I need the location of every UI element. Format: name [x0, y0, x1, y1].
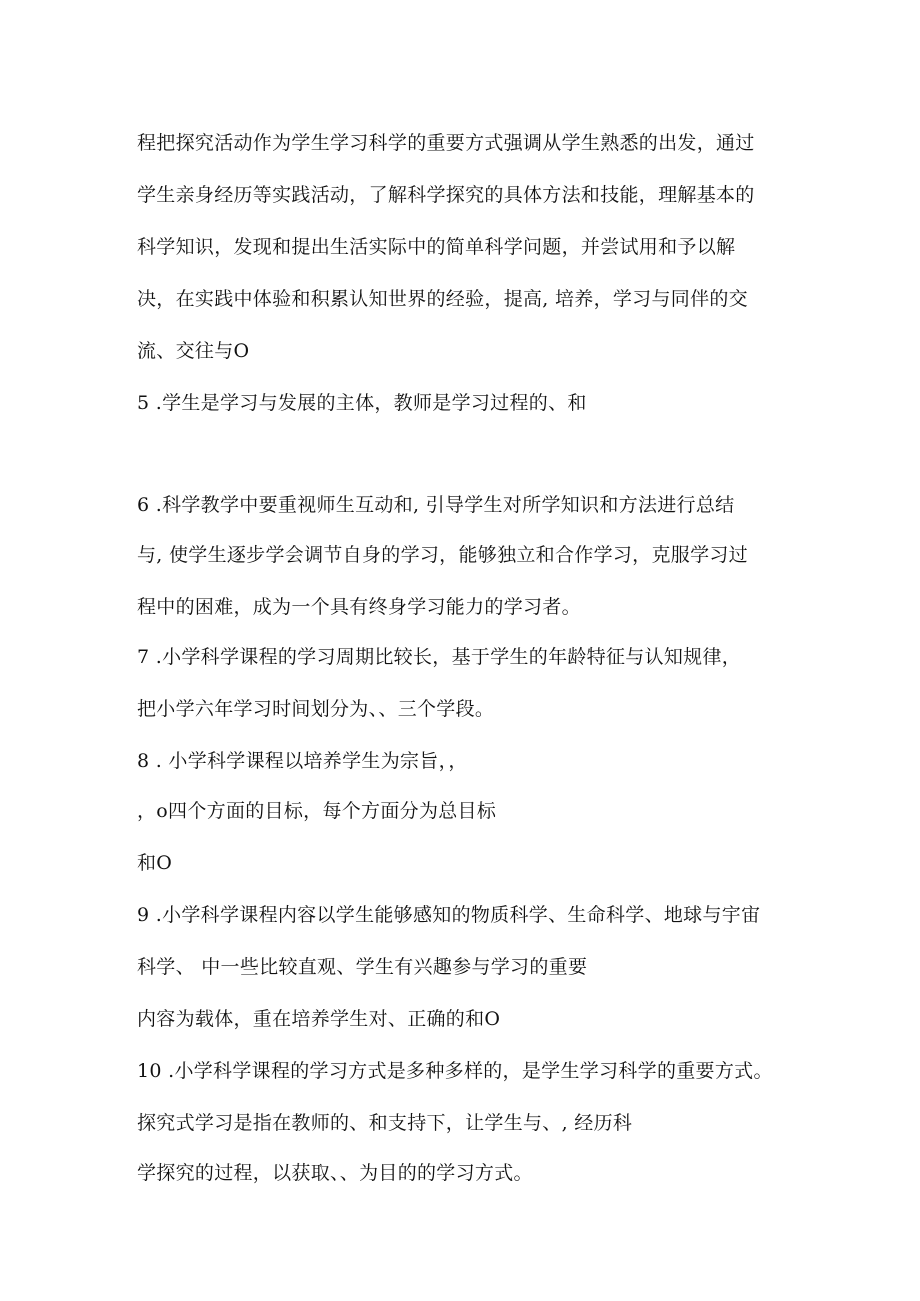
text-line: 学生亲身经历等实践活动，了解科学探究的具体方法和技能，理解基本的 [137, 184, 755, 206]
text-line: 流、交往与O [137, 340, 250, 362]
text-line: 科学、 中一些比较直观、学生有兴趣参与学习的重要 [137, 956, 588, 978]
text-line: 科学知识，发现和提出生活实际中的简单科学问题，并尝试用和予以解 [137, 236, 736, 258]
text-line: 决，在实践中体验和积累认知世界的经验，提高, 培养，学习与同伴的交 [137, 288, 748, 310]
text-line: 探究式学习是指在教师的、和支持下，让学生与、, 经历科 [137, 1112, 633, 1134]
question-8: 8 . 小学科学课程以培养学生为宗旨，， [137, 750, 468, 772]
question-9: 9 .小学科学课程内容以学生能够感知的物质科学、生命科学、地球与宇宙 [137, 904, 761, 926]
text-line: ，o四个方面的目标，每个方面分为总目标 [137, 800, 497, 822]
question-6: 6 .科学教学中要重视师生互动和, 引导学生对所学知识和方法进行总结 [137, 494, 735, 516]
text-line: 内容为载体，重在培养学生对、正确的和O [137, 1008, 501, 1030]
question-7: 7 .小学科学课程的学习周期比较长，基于学生的年龄特征与认知规律， [137, 646, 742, 668]
text-line: 把小学六年学习时间划分为、、三个学段。 [137, 698, 495, 720]
text-line: 学探究的过程，以获取、、为目的的学习方式。 [137, 1162, 533, 1184]
text-line: 和O [137, 852, 173, 874]
text-line: 程中的困难，成为一个具有终身学习能力的学习者。 [137, 596, 581, 618]
question-5: 5 .学生是学习与发展的主体，教师是学习过程的、和 [137, 392, 587, 414]
text-line: 程把探究活动作为学生学习科学的重要方式强调从学生熟悉的出发，通过 [137, 132, 755, 154]
text-line: 与, 使学生逐步学会调节自身的学习，能够独立和合作学习，克服学习过 [137, 544, 748, 566]
question-10: 10 .小学科学课程的学习方式是多种多样的，是学生学习科学的重要方式。 [137, 1060, 773, 1082]
